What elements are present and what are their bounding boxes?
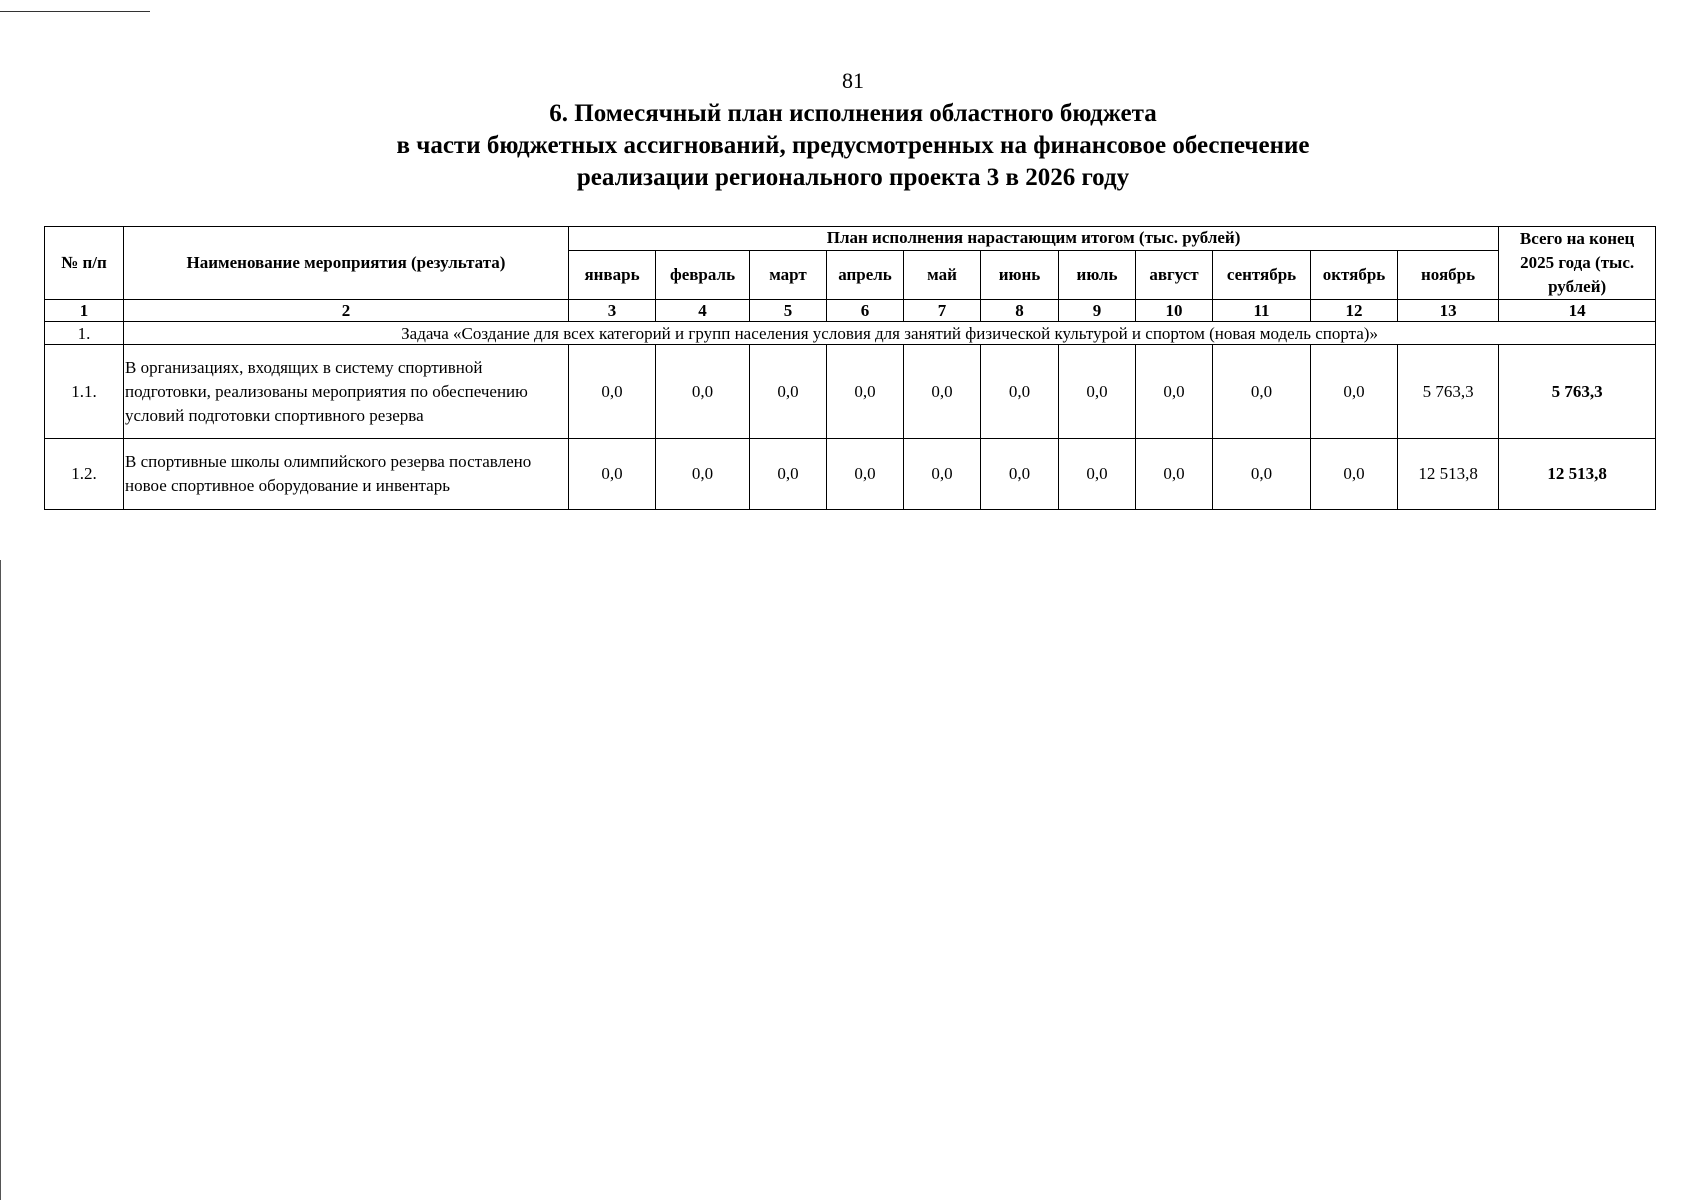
task-num: 1. [45,322,124,345]
scan-artifact-line [0,11,150,12]
page-number: 81 [842,68,864,93]
column-number: 10 [1136,300,1213,322]
month-value: 0,0 [827,345,904,439]
month-value: 0,0 [750,439,827,510]
title-line-1: 6. Помесячный план исполнения областного бюджета [549,100,1157,127]
row-total: 12 513,8 [1499,439,1656,510]
month-value: 0,0 [827,439,904,510]
column-number: 13 [1398,300,1499,322]
task-row [45,322,1656,345]
header-name: Наименование мероприятия (результата) [124,227,569,300]
header-month: октябрь [1311,250,1398,299]
column-number: 14 [1499,300,1656,322]
month-value: 0,0 [904,345,981,439]
month-value: 0,0 [1059,439,1136,510]
month-value: 0,0 [569,439,656,510]
column-number-row [45,300,1656,322]
column-number: 7 [904,300,981,322]
column-number: 1 [45,300,124,322]
column-number: 11 [1213,300,1311,322]
month-value: 0,0 [656,439,750,510]
document-title [0,98,1706,194]
task-text: Задача «Создание для всех категорий и групп населения условия для занятий физической культурой и спортом (новая модель спорта)» [124,322,1656,345]
month-value: 0,0 [981,345,1059,439]
header-month: август [1136,250,1213,299]
column-number: 6 [827,300,904,322]
column-number: 12 [1311,300,1398,322]
column-number: 4 [656,300,750,322]
month-value: 0,0 [1213,345,1311,439]
month-value: 0,0 [569,345,656,439]
scan-artifact-edge [0,560,1,1200]
title-line-2: в части бюджетных ассигнований, предусмотренных на финансовое обеспечение [396,132,1310,159]
column-number: 9 [1059,300,1136,322]
row-num: 1.2. [45,439,124,510]
header-row-1 [45,227,1656,251]
row-num: 1.1. [45,345,124,439]
month-value: 0,0 [1136,345,1213,439]
month-value: 0,0 [1311,345,1398,439]
header-month: апрель [827,250,904,299]
column-number: 3 [569,300,656,322]
header-month: сентябрь [1213,250,1311,299]
month-value: 0,0 [750,345,827,439]
header-month: июль [1059,250,1136,299]
month-value: 0,0 [1136,439,1213,510]
row-name: В организациях, входящих в систему спортивной подготовки, реализованы мероприятия по обеспечению условий подготовки спортивного резерва [124,345,569,439]
column-number: 5 [750,300,827,322]
header-month: май [904,250,981,299]
header-total: Всего на конец 2025 года (тыс. рублей) [1499,227,1656,300]
month-value: 0,0 [656,345,750,439]
header-num: № п/п [45,227,124,300]
month-value: 0,0 [1213,439,1311,510]
header-month: ноябрь [1398,250,1499,299]
column-number: 2 [124,300,569,322]
header-month: январь [569,250,656,299]
month-value: 0,0 [1311,439,1398,510]
month-value: 12 513,8 [1398,439,1499,510]
budget-plan-table [44,226,1656,510]
month-value: 0,0 [1059,345,1136,439]
row-total: 5 763,3 [1499,345,1656,439]
title-line-3: реализации регионального проекта 3 в 2026 году [576,164,1130,191]
table-row [45,345,1656,439]
header-month: июнь [981,250,1059,299]
month-value: 5 763,3 [1398,345,1499,439]
header-plan-group: План исполнения нарастающим итогом (тыс. рублей) [569,227,1499,251]
column-number: 8 [981,300,1059,322]
month-value: 0,0 [904,439,981,510]
row-name: В спортивные школы олимпийского резерва поставлено новое спортивное оборудование и инвентарь [124,439,569,510]
header-month: март [750,250,827,299]
header-month: февраль [656,250,750,299]
table-row [45,439,1656,510]
month-value: 0,0 [981,439,1059,510]
